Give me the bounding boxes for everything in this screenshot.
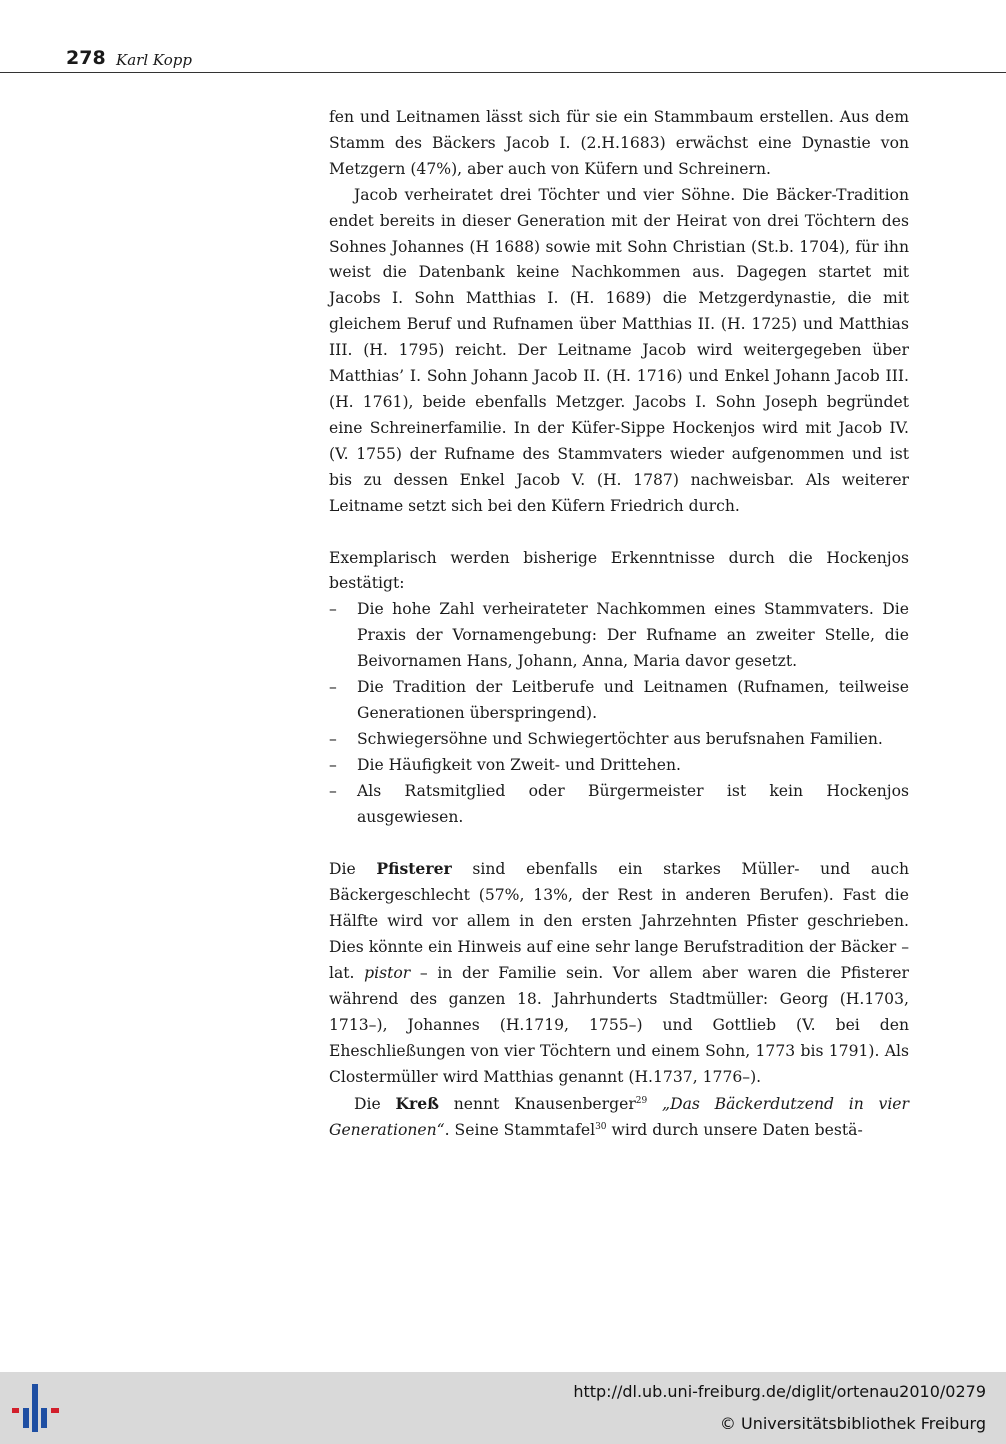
surname-kress: Kreß xyxy=(395,1093,440,1113)
text-span: nennt Knausenberger xyxy=(453,1094,636,1113)
paragraph-kress xyxy=(329,1091,909,1144)
book-title: „Das Bäckerdutzend in vier Generationen“ xyxy=(329,1094,909,1139)
paragraph-pfisterer xyxy=(329,856,909,1090)
footer-bar xyxy=(0,1372,1006,1444)
footnote-ref-30[interactable]: 30 xyxy=(595,1121,607,1132)
text-span: Die xyxy=(354,1094,381,1113)
list-item: – Die hohe Zahl verheirateter Nachkommen eines Stammvaters. Die Praxis der Vornamengebung: Der Rufname an zweiter Stelle, die Beivornamen Hans, Johann, Anna, Maria davor gesetzt. xyxy=(329,597,909,675)
footnote-ref-29[interactable]: 29 xyxy=(635,1095,648,1106)
surname-pfisterer: Pfisterer xyxy=(376,859,452,879)
ub-freiburg-logo-icon xyxy=(12,1380,64,1436)
paragraph-1: fen und Leitnamen lässt sich für sie ein Stammbaum erstellen. Aus dem Stamm des Bäckers Jacob I. (2.H.1683) erwächst eine Dynastie von Metzgern (47%), aber auch von Küfern und Schreinern. xyxy=(329,108,909,178)
latin-term: pistor xyxy=(364,964,411,983)
text-span: . Seine Stammtafel xyxy=(444,1120,596,1139)
text-span: – in der Familie sein. Vor allem aber waren die Pfisterer während des ganzen 18. Jahrhunderts Stadtmüller: Georg (H.1703, 1713–), Johannes (H.1719, 1755–) und Gottlieb (V. bei den Eheschließungen von vier Töchtern und einem Sohn, 1773 bis 1791). Als Clostermüller wird Matthias genannt (H.1737, 1776–). xyxy=(329,964,909,1086)
copyright-notice: © Universitätsbibliothek Freiburg xyxy=(719,1414,986,1433)
text-span: Die xyxy=(329,860,356,879)
list-item: – Die Häufigkeit von Zweit- und Drittehen. xyxy=(329,753,909,779)
running-head-author: Karl Kopp xyxy=(116,51,192,69)
findings-list xyxy=(329,597,909,830)
paragraph-3: Exemplarisch werden bisherige Erkenntnisse durch die Hockenjos bestätigt: xyxy=(329,548,909,593)
list-item: – Schwiegersöhne und Schwiegertöchter aus berufsnahen Familien. xyxy=(329,727,909,753)
source-url-link[interactable]: http://dl.ub.uni-freiburg.de/diglit/ortenau2010/0279 xyxy=(573,1382,986,1401)
paragraph-2: Jacob verheiratet drei Töchter und vier Söhne. Die Bäcker-Tradition endet bereits in dieser Generation mit der Heirat von drei Töchtern des Sohnes Johannes (H 1688) sowie mit Sohn Christian (St.b. 1704), für ihn weist die Datenbank keine Nachkommen aus. Dagegen startet mit Jacobs I. Sohn Matthias I. (H. 1689) die Metzgerdynastie, die mit gleichem Beruf und Rufnamen über Matthias II. (H. 1725) und Matthias III. (H. 1795) reicht. Der Leitname Jacob wird weitergegeben über Matthias’ I. Sohn Johann Jacob II. (H. 1716) und Enkel Johann Jacob III. (H. 1761), beide ebenfalls Metzger. Jacobs I. Sohn Joseph begründet eine Schreinerfamilie. In der Küfer-Sippe Hockenjos wird mit Jacob IV. (V. 1755) der Rufname des Stammvaters wieder aufgenommen und ist bis zu dessen Enkel Jacob V. (H. 1787) nachweisbar. Als weiterer Leitname setzt sich bei den Küfern Friedrich durch. xyxy=(329,185,909,515)
text-span: sind ebenfalls ein starkes Müller- und auch Bäckergeschlecht (57%, 13%, der Rest in anderen Berufen). Fast die Hälfte wird vor allem in den ersten Jahrzehnten Pfister geschrieben. Dies könnte ein Hinweis auf eine sehr lange Berufstradition der Bäcker – lat. xyxy=(329,860,909,983)
main-text-column xyxy=(329,105,909,1143)
page-number: 278 xyxy=(66,47,106,69)
list-item: – Als Ratsmitglied oder Bürgermeister ist kein Hockenjos ausgewiesen. xyxy=(329,779,909,831)
text-span: wird durch unsere Daten bestä- xyxy=(611,1120,863,1139)
header-rule xyxy=(0,72,1006,73)
page-header xyxy=(0,44,1006,76)
list-item: – Die Tradition der Leitberufe und Leitnamen (Rufnamen, teilweise Generationen überspringend). xyxy=(329,675,909,727)
